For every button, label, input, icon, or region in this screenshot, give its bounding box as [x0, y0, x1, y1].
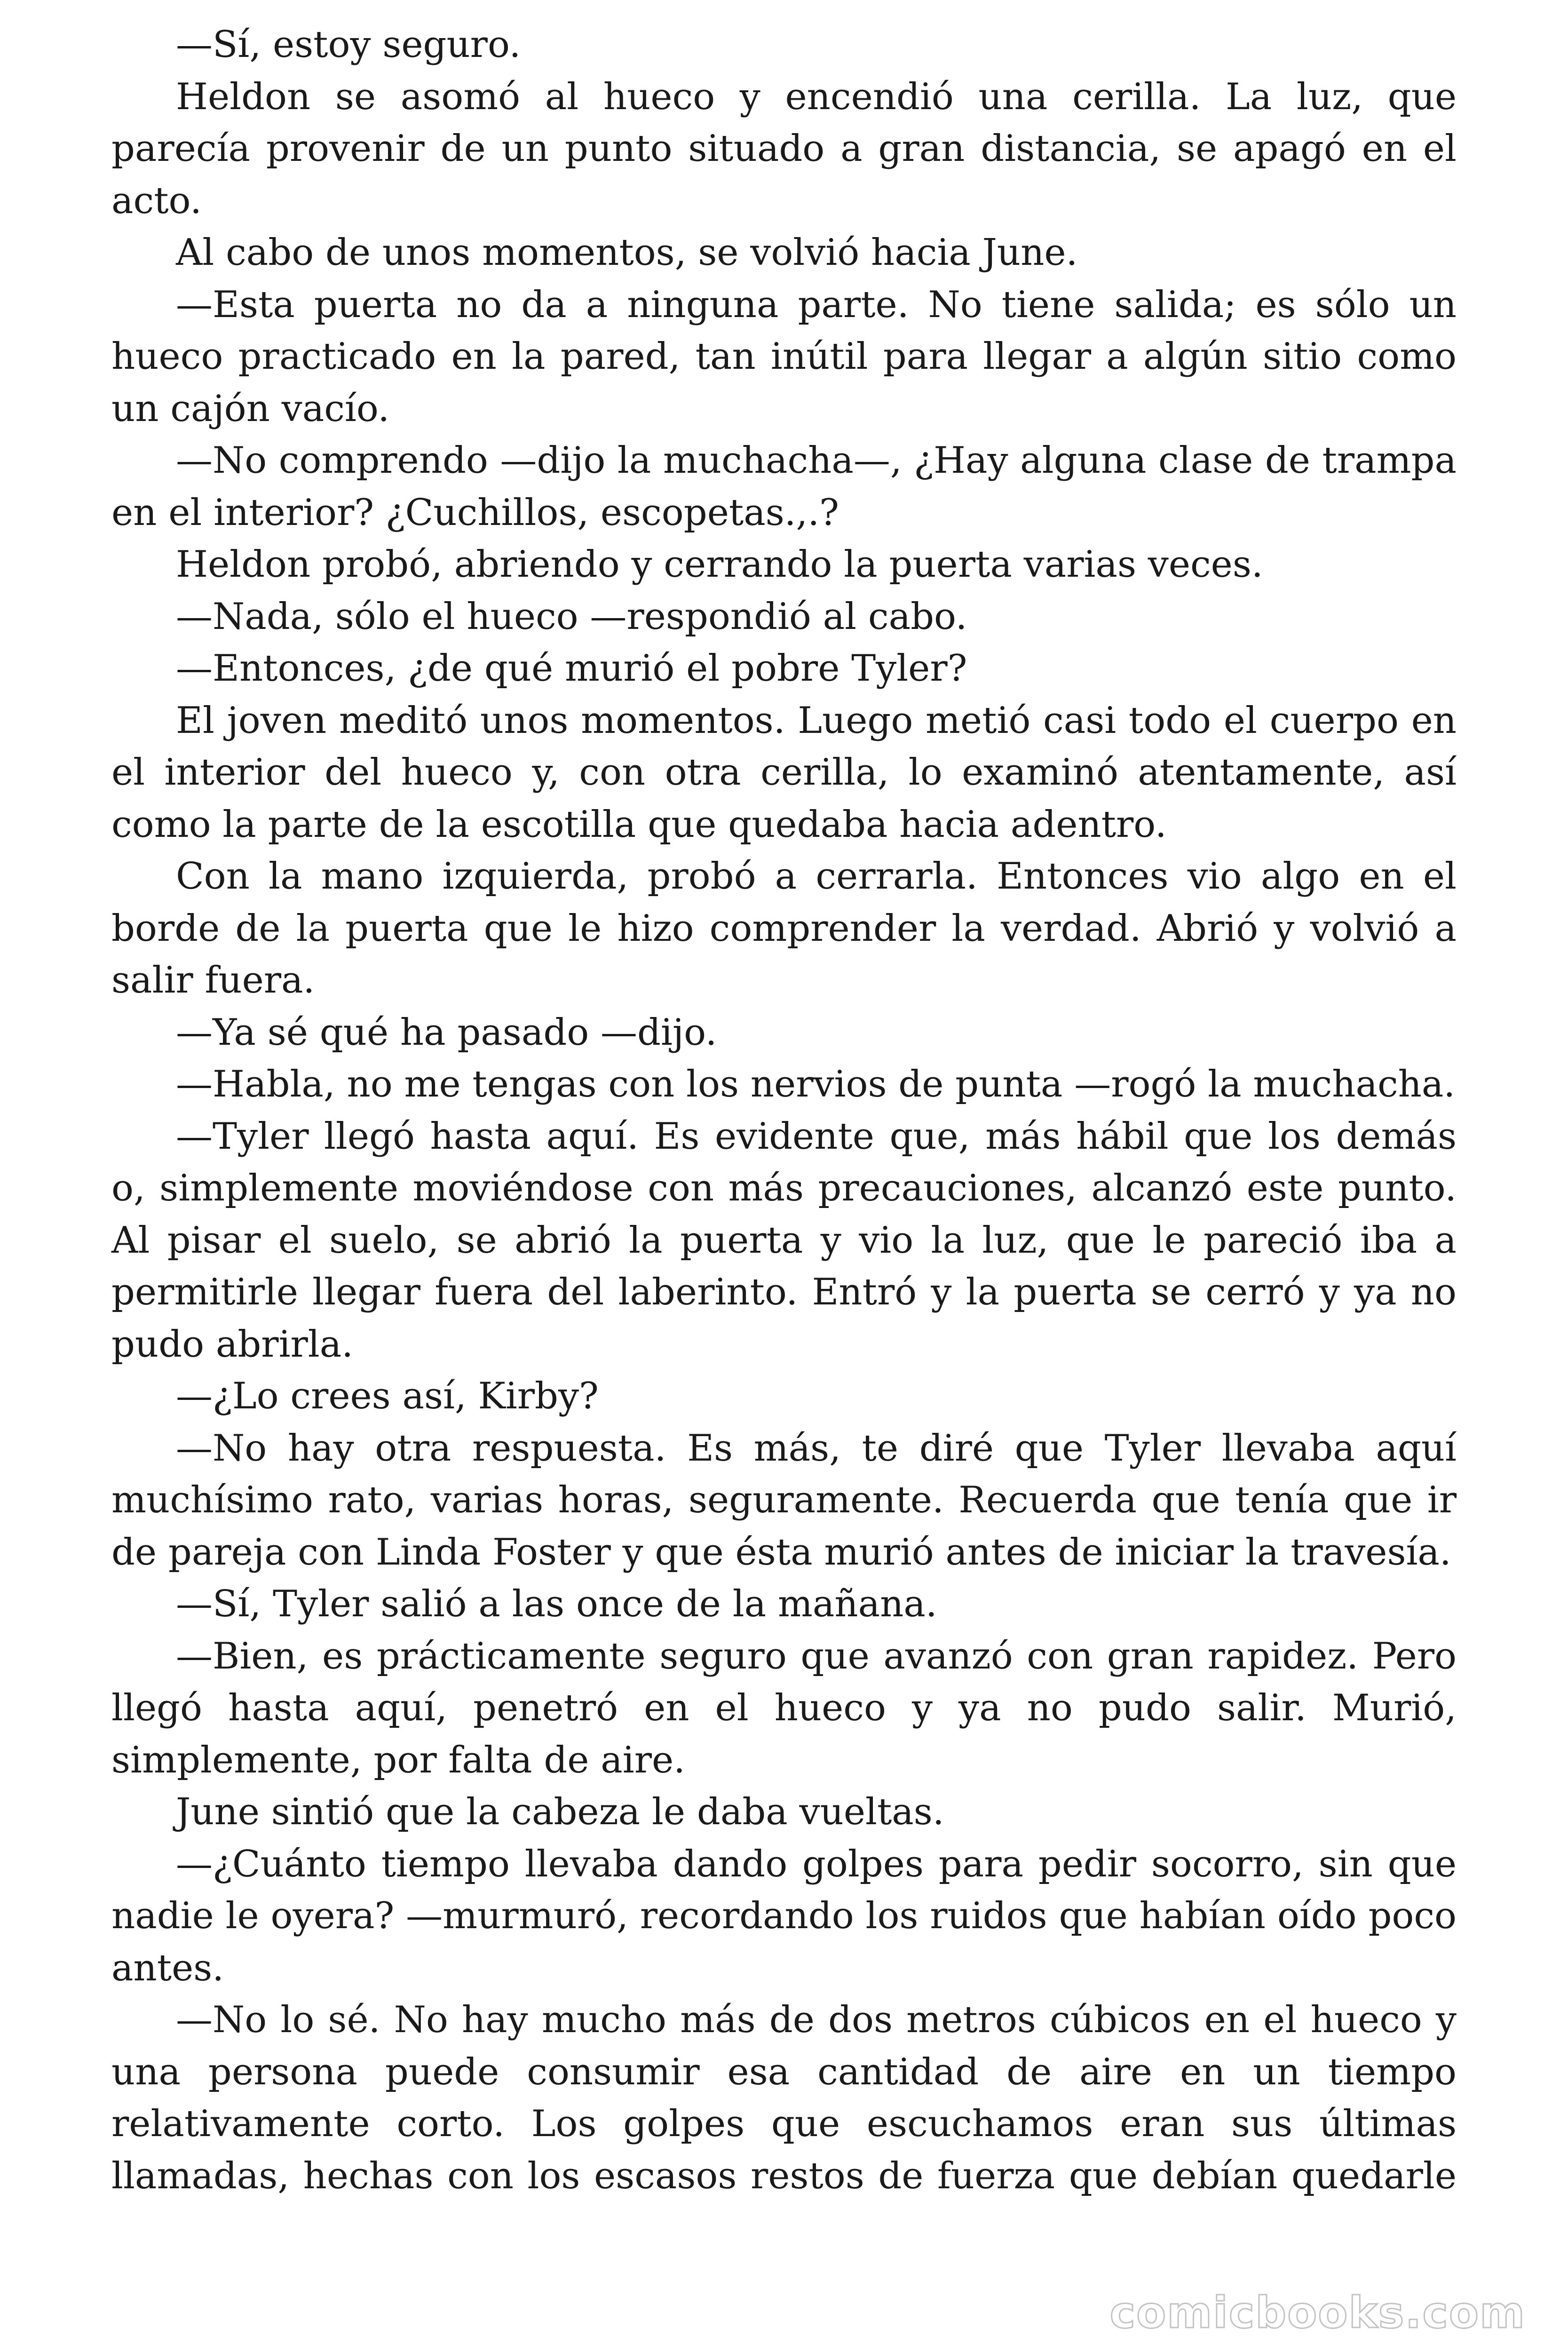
paragraph: El joven meditó unos momentos. Luego metió casi todo el cuerpo en el interior del hueco y, con otra cerilla, lo examinó atentamente, así como la parte de la escotilla que quedaba hacia adentro. — [111, 699, 1457, 846]
paragraph: Heldon se asomó al hueco y encendió una cerilla. La luz, que parecía provenir de un punto situado a gran distancia, se apagó en el acto. — [111, 75, 1457, 222]
book-page-text — [111, 19, 1457, 2202]
paragraph: Al cabo de unos momentos, se volvió hacia June. — [176, 231, 1078, 274]
paragraph: —¿Lo crees así, Kirby? — [176, 1375, 599, 1417]
paragraph: —Bien, es prácticamente seguro que avanzó con gran rapidez. Pero llegó hasta aquí, penetró en el hueco y ya no pudo salir. Murió, simplemente, por falta de aire. — [111, 1635, 1457, 1781]
paragraph: Heldon probó, abriendo y cerrando la puerta varias veces. — [176, 543, 1263, 586]
paragraph: —Ya sé qué ha pasado —dijo. — [176, 1011, 717, 1054]
paragraph: —Tyler llegó hasta aquí. Es evidente que, más hábil que los demás o, simplemente moviéndose con más precauciones, alcanzó este punto. Al pisar el suelo, se abrió la puerta y vio la luz, que le pareció iba a permitirle llegar fuera del laberinto. Entró y la puerta se cerró y ya no pudo abrirla. — [111, 1115, 1457, 1366]
paragraph: Con la mano izquierda, probó a cerrarla. Entonces vio algo en el borde de la puerta que le hizo comprender la verdad. Abrió y volvió a salir fuera. — [111, 855, 1457, 1001]
paragraph: —Esta puerta no da a ninguna parte. No tiene salida; es sólo un hueco practicado en la pared, tan inútil para llegar a algún sitio como un cajón vacío. — [111, 283, 1457, 430]
paragraph: —Sí, estoy seguro. — [176, 24, 521, 66]
paragraph: —Entonces, ¿de qué murió el pobre Tyler? — [176, 647, 967, 690]
paragraph: —Habla, no me tengas con los nervios de punta —rogó la muchacha. — [176, 1063, 1456, 1105]
paragraph: —No lo sé. No hay mucho más de dos metros cúbicos en el hueco y una persona puede consumir esa cantidad de aire en un tiempo relativamente corto. Los golpes que escuchamos eran sus últimas llamadas, hechas con los escasos restos de fuerza que debían quedarle — [111, 1999, 1457, 2197]
paragraph: —No hay otra respuesta. Es más, te diré que Tyler llevaba aquí muchísimo rato, varias horas, seguramente. Recuerda que tenía que ir de pareja con Linda Foster y que ésta murió antes de iniciar la travesía. — [111, 1427, 1457, 1573]
paragraph: —¿Cuánto tiempo llevaba dando golpes para pedir socorro, sin que nadie le oyera? —murmuró, recordando los ruidos que habían oído poco antes. — [111, 1843, 1457, 1989]
paragraph: June sintió que la cabeza le daba vueltas. — [176, 1791, 944, 1833]
watermark: comicbooks.com — [1109, 2288, 1526, 2338]
paragraph: —Sí, Tyler salió a las once de la mañana. — [176, 1583, 937, 1625]
paragraph: —No comprendo —dijo la muchacha—, ¿Hay alguna clase de trampa en el interior? ¿Cuchillos, escopetas.,.? — [111, 439, 1457, 534]
paragraph: —Nada, sólo el hueco —respondió al cabo. — [176, 595, 967, 638]
